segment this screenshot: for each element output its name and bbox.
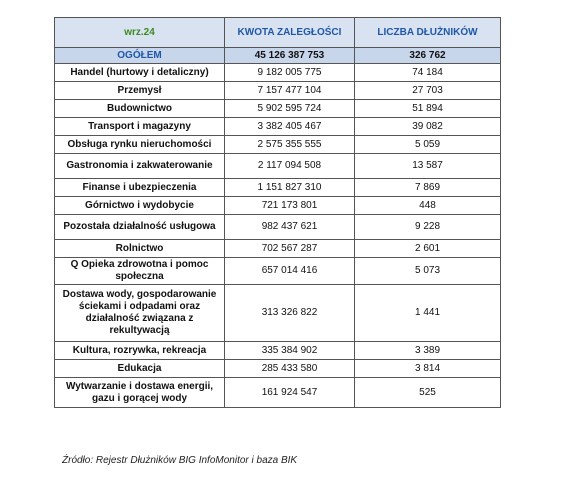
table-row [55,82,501,100]
table-row [55,215,501,240]
row-count: 525 [355,378,501,408]
debt-table [54,17,501,408]
table-row [55,360,501,378]
row-count: 9 228 [355,215,501,240]
total-label: OGÓŁEM [55,48,225,64]
header-count: LICZBA DŁUŻNIKÓW [355,18,501,48]
debt-table-container [54,17,500,408]
table-header-row [55,18,501,48]
row-label: Przemysł [55,82,225,100]
row-amount: 5 902 595 724 [225,100,355,118]
row-amount: 161 924 547 [225,378,355,408]
row-count: 13 587 [355,154,501,179]
row-count: 7 869 [355,179,501,197]
row-amount: 7 157 477 104 [225,82,355,100]
table-row [55,118,501,136]
row-label: Finanse i ubezpieczenia [55,179,225,197]
row-count: 3 814 [355,360,501,378]
row-count: 1 441 [355,285,501,342]
row-label: Budownictwo [55,100,225,118]
row-label: Wytwarzanie i dostawa energii, gazu i gorącej wody [55,378,225,408]
row-amount: 2 575 355 555 [225,136,355,154]
row-label: Q Opieka zdrowotna i pomoc społeczna [55,258,225,285]
row-label: Dostawa wody, gospodarowanie ściekami i odpadami oraz działalność związana z rekultywacją [55,285,225,342]
row-count: 5 073 [355,258,501,285]
row-count: 39 082 [355,118,501,136]
row-count: 5 059 [355,136,501,154]
row-amount: 1 151 827 310 [225,179,355,197]
row-count: 3 389 [355,342,501,360]
row-label: Handel (hurtowy i detaliczny) [55,64,225,82]
row-amount: 702 567 287 [225,240,355,258]
row-amount: 285 433 580 [225,360,355,378]
row-amount: 2 117 094 508 [225,154,355,179]
row-count: 74 184 [355,64,501,82]
total-amount: 45 126 387 753 [225,48,355,64]
row-amount: 657 014 416 [225,258,355,285]
table-row [55,100,501,118]
row-amount: 313 326 822 [225,285,355,342]
row-amount: 982 437 621 [225,215,355,240]
total-row [55,48,501,64]
row-count: 2 601 [355,240,501,258]
row-label: Obsługa rynku nieruchomości [55,136,225,154]
row-count: 27 703 [355,82,501,100]
row-label: Gastronomia i zakwaterowanie [55,154,225,179]
row-label: Kultura, rozrywka, rekreacja [55,342,225,360]
source-note: Źródło: Rejestr Dłużników BIG InfoMonitor i baza BIK [62,455,298,466]
header-period: wrz.24 [55,18,225,48]
row-label: Edukacja [55,360,225,378]
row-count: 448 [355,197,501,215]
table-row [55,64,501,82]
table-row [55,240,501,258]
table-row [55,136,501,154]
total-count: 326 762 [355,48,501,64]
table-row [55,197,501,215]
row-label: Górnictwo i wydobycie [55,197,225,215]
row-label: Transport i magazyny [55,118,225,136]
table-row [55,179,501,197]
table-row [55,342,501,360]
row-amount: 335 384 902 [225,342,355,360]
table-row [55,154,501,179]
row-amount: 721 173 801 [225,197,355,215]
header-amount: KWOTA ZALEGŁOŚCI [225,18,355,48]
row-label: Pozostała działalność usługowa [55,215,225,240]
row-count: 51 894 [355,100,501,118]
table-row [55,258,501,285]
row-amount: 3 382 405 467 [225,118,355,136]
table-row [55,378,501,408]
row-amount: 9 182 005 775 [225,64,355,82]
row-label: Rolnictwo [55,240,225,258]
table-row [55,285,501,342]
